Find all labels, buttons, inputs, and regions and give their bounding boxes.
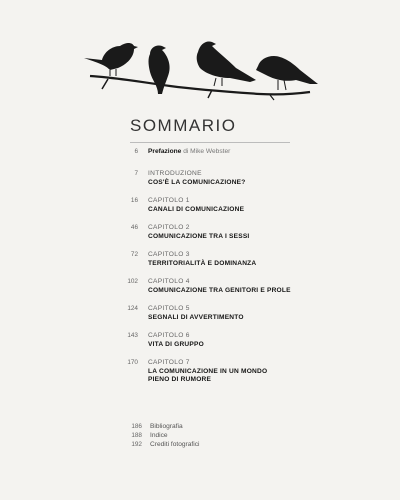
page-number: 188: [131, 432, 142, 439]
chapter-title: TERRITORIALITÀ E DOMINANZA: [148, 259, 257, 267]
page-number: 124: [127, 305, 138, 312]
chapter-label: CAPITOLO 2: [148, 224, 190, 231]
page-number: 102: [127, 278, 138, 285]
chapter-label: CAPITOLO 1: [148, 197, 190, 204]
page-number: 7: [134, 170, 138, 177]
chapter-label: CAPITOLO 5: [148, 305, 190, 312]
page-number: 186: [131, 423, 142, 430]
preface-author: di Mike Webster: [181, 148, 231, 155]
back-matter-title: Indice: [150, 432, 168, 439]
chapter-title: CANALI DI COMUNICAZIONE: [148, 205, 245, 213]
chapter-label: CAPITOLO 3: [148, 251, 190, 258]
page-number: 6: [134, 148, 138, 155]
chapter-label: INTRODUZIONE: [148, 170, 202, 177]
page-number: 72: [130, 251, 138, 258]
back-matter-title: Crediti fotografici: [150, 441, 200, 448]
chapter-title: COMUNICAZIONE TRA GENITORI E PROLE: [148, 286, 291, 294]
chapter-title: COMUNICAZIONE TRA I SESSI: [148, 232, 250, 240]
page-title: SOMMARIO: [130, 116, 237, 135]
page-number: 16: [130, 197, 138, 204]
chapter-title: LA COMUNICAZIONE IN UN MONDO: [148, 367, 268, 375]
chapter-title: COS'È LA COMUNICAZIONE?: [148, 178, 246, 186]
chapter-title: SEGNALI DI AVVERTIMENTO: [148, 313, 244, 321]
chapter-title-continued: PIENO DI RUMORE: [148, 376, 212, 384]
title-divider: [130, 142, 290, 143]
page-number: 143: [127, 332, 138, 339]
page-number: 46: [130, 224, 138, 231]
chapter-label: CAPITOLO 4: [148, 278, 190, 285]
chapter-title: VITA DI GRUPPO: [148, 340, 204, 348]
page-number: 170: [127, 359, 138, 366]
chapter-label: CAPITOLO 7: [148, 359, 190, 366]
chapter-label: CAPITOLO 6: [148, 332, 190, 339]
page-number: 192: [131, 441, 142, 448]
back-matter-title: Bibliografia: [150, 423, 183, 430]
preface-title: Prefazione: [148, 148, 182, 155]
birds-on-branch-icon: [80, 34, 320, 104]
